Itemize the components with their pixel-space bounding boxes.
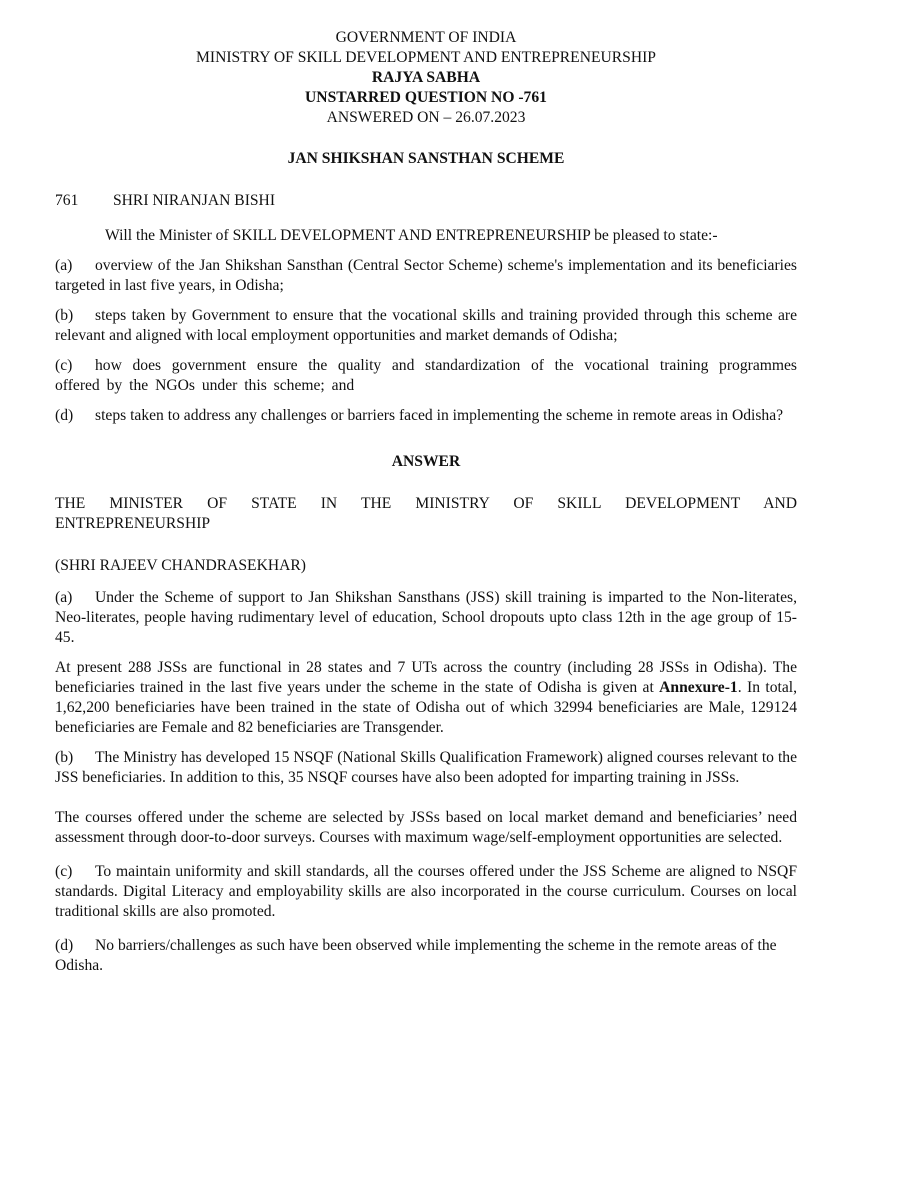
question-item-label: (d) <box>55 407 74 424</box>
minister-name: (SHRI RAJEEV CHANDRASEKHAR) <box>55 557 306 574</box>
answer-item-text: No barriers/challenges as such have been observed while implementing the scheme in the remote areas of the Odisha. <box>55 937 777 974</box>
answer-heading: ANSWER <box>391 453 461 470</box>
answer-item-label: (a) <box>55 589 73 606</box>
answer-a-p2-start: At present 288 JSSs are functional in 28 states and 7 UTs across the country (including 28 JSSs in Odisha). The beneficiaries trained in the last five years under the scheme in the state of Odisha is given at <box>55 659 797 696</box>
question-item-label: (b) <box>55 307 74 324</box>
question-item-text: steps taken by Government to ensure that the vocational skills and training provided through this scheme are relevant and aligned with local employment opportunities and market demands of Odisha; <box>55 307 797 344</box>
answer-item-label: (d) <box>55 937 74 954</box>
header-government: GOVERNMENT OF INDIA <box>335 29 517 46</box>
question-member: SHRI NIRANJAN BISHI <box>113 192 276 209</box>
header-question-number: UNSTARRED QUESTION NO -761 <box>305 89 547 106</box>
minister-title: THE MINISTER OF STATE IN THE MINISTRY OF SKILL DEVELOPMENT AND ENTREPRENEURSHIP <box>55 495 797 532</box>
question-item-label: (a) <box>55 257 73 274</box>
answer-item-label: (b) <box>55 749 74 766</box>
answer-item-text: The Ministry has developed 15 NSQF (National Skills Qualification Framework) aligned courses relevant to the JSS beneficiaries. In addition to this, 35 NSQF courses have also been adopted for imparting training in JSSs. <box>55 749 797 786</box>
question-item-c <box>55 356 797 396</box>
question-line <box>55 191 797 211</box>
question-item-b <box>55 306 797 346</box>
document-title: JAN SHIKSHAN SANSTHAN SCHEME <box>287 150 565 167</box>
question-number: 761 <box>55 192 79 209</box>
question-item-text: steps taken to address any challenges or barriers faced in implementing the scheme in remote areas in Odisha? <box>95 407 784 424</box>
answer-item-c <box>55 862 797 922</box>
document-page <box>55 28 797 976</box>
answer-item-text: Under the Scheme of support to Jan Shikshan Sansthans (JSS) skill training is imparted to the Non-literates, Neo-literates, people having rudimentary level of education, School dropouts upto class 12th in the age group of 15-45. <box>55 589 797 646</box>
annexure-reference: Annexure-1 <box>659 679 738 696</box>
answer-item-label: (c) <box>55 863 73 880</box>
answer-item-a <box>55 588 797 648</box>
answer-item-d <box>55 936 797 976</box>
question-intro: Will the Minister of SKILL DEVELOPMENT AND ENTREPRENEURSHIP be pleased to state:- <box>105 227 718 244</box>
answer-item-b <box>55 748 797 788</box>
question-item-d <box>55 406 797 426</box>
header-house: RAJYA SABHA <box>371 69 481 86</box>
header-ministry: MINISTRY OF SKILL DEVELOPMENT AND ENTREPRENEURSHIP <box>196 49 656 66</box>
answer-a-p2-end: . In total, 1,62,200 beneficiaries have been trained in the state of Odisha out of which 32994 beneficiaries are Male, 129124 beneficiaries are Female and 82 beneficiaries are Transgender. <box>55 679 797 736</box>
question-item-a <box>55 256 797 296</box>
answer-a-paragraph-2 <box>55 658 797 738</box>
question-item-text: how does government ensure the quality and standardization of the vocational training programmes offered by the NGOs under this scheme; and <box>55 357 797 394</box>
question-item-label: (c) <box>55 357 73 374</box>
header-answered-date: ANSWERED ON – 26.07.2023 <box>326 109 526 126</box>
answer-item-text: To maintain uniformity and skill standards, all the courses offered under the JSS Scheme are aligned to NSQF standards. Digital Literacy and employability skills are also incorporated in the course curriculum. Courses on local traditional skills are also promoted. <box>55 863 797 920</box>
question-item-text: overview of the Jan Shikshan Sansthan (Central Sector Scheme) scheme's implementation and its beneficiaries targeted in last five years, in Odisha; <box>55 257 797 294</box>
answer-b-paragraph-2: The courses offered under the scheme are selected by JSSs based on local market demand and beneficiaries’ need assessment through door-to-door surveys. Courses with maximum wage/self-employment opportunities are selected. <box>55 809 797 846</box>
